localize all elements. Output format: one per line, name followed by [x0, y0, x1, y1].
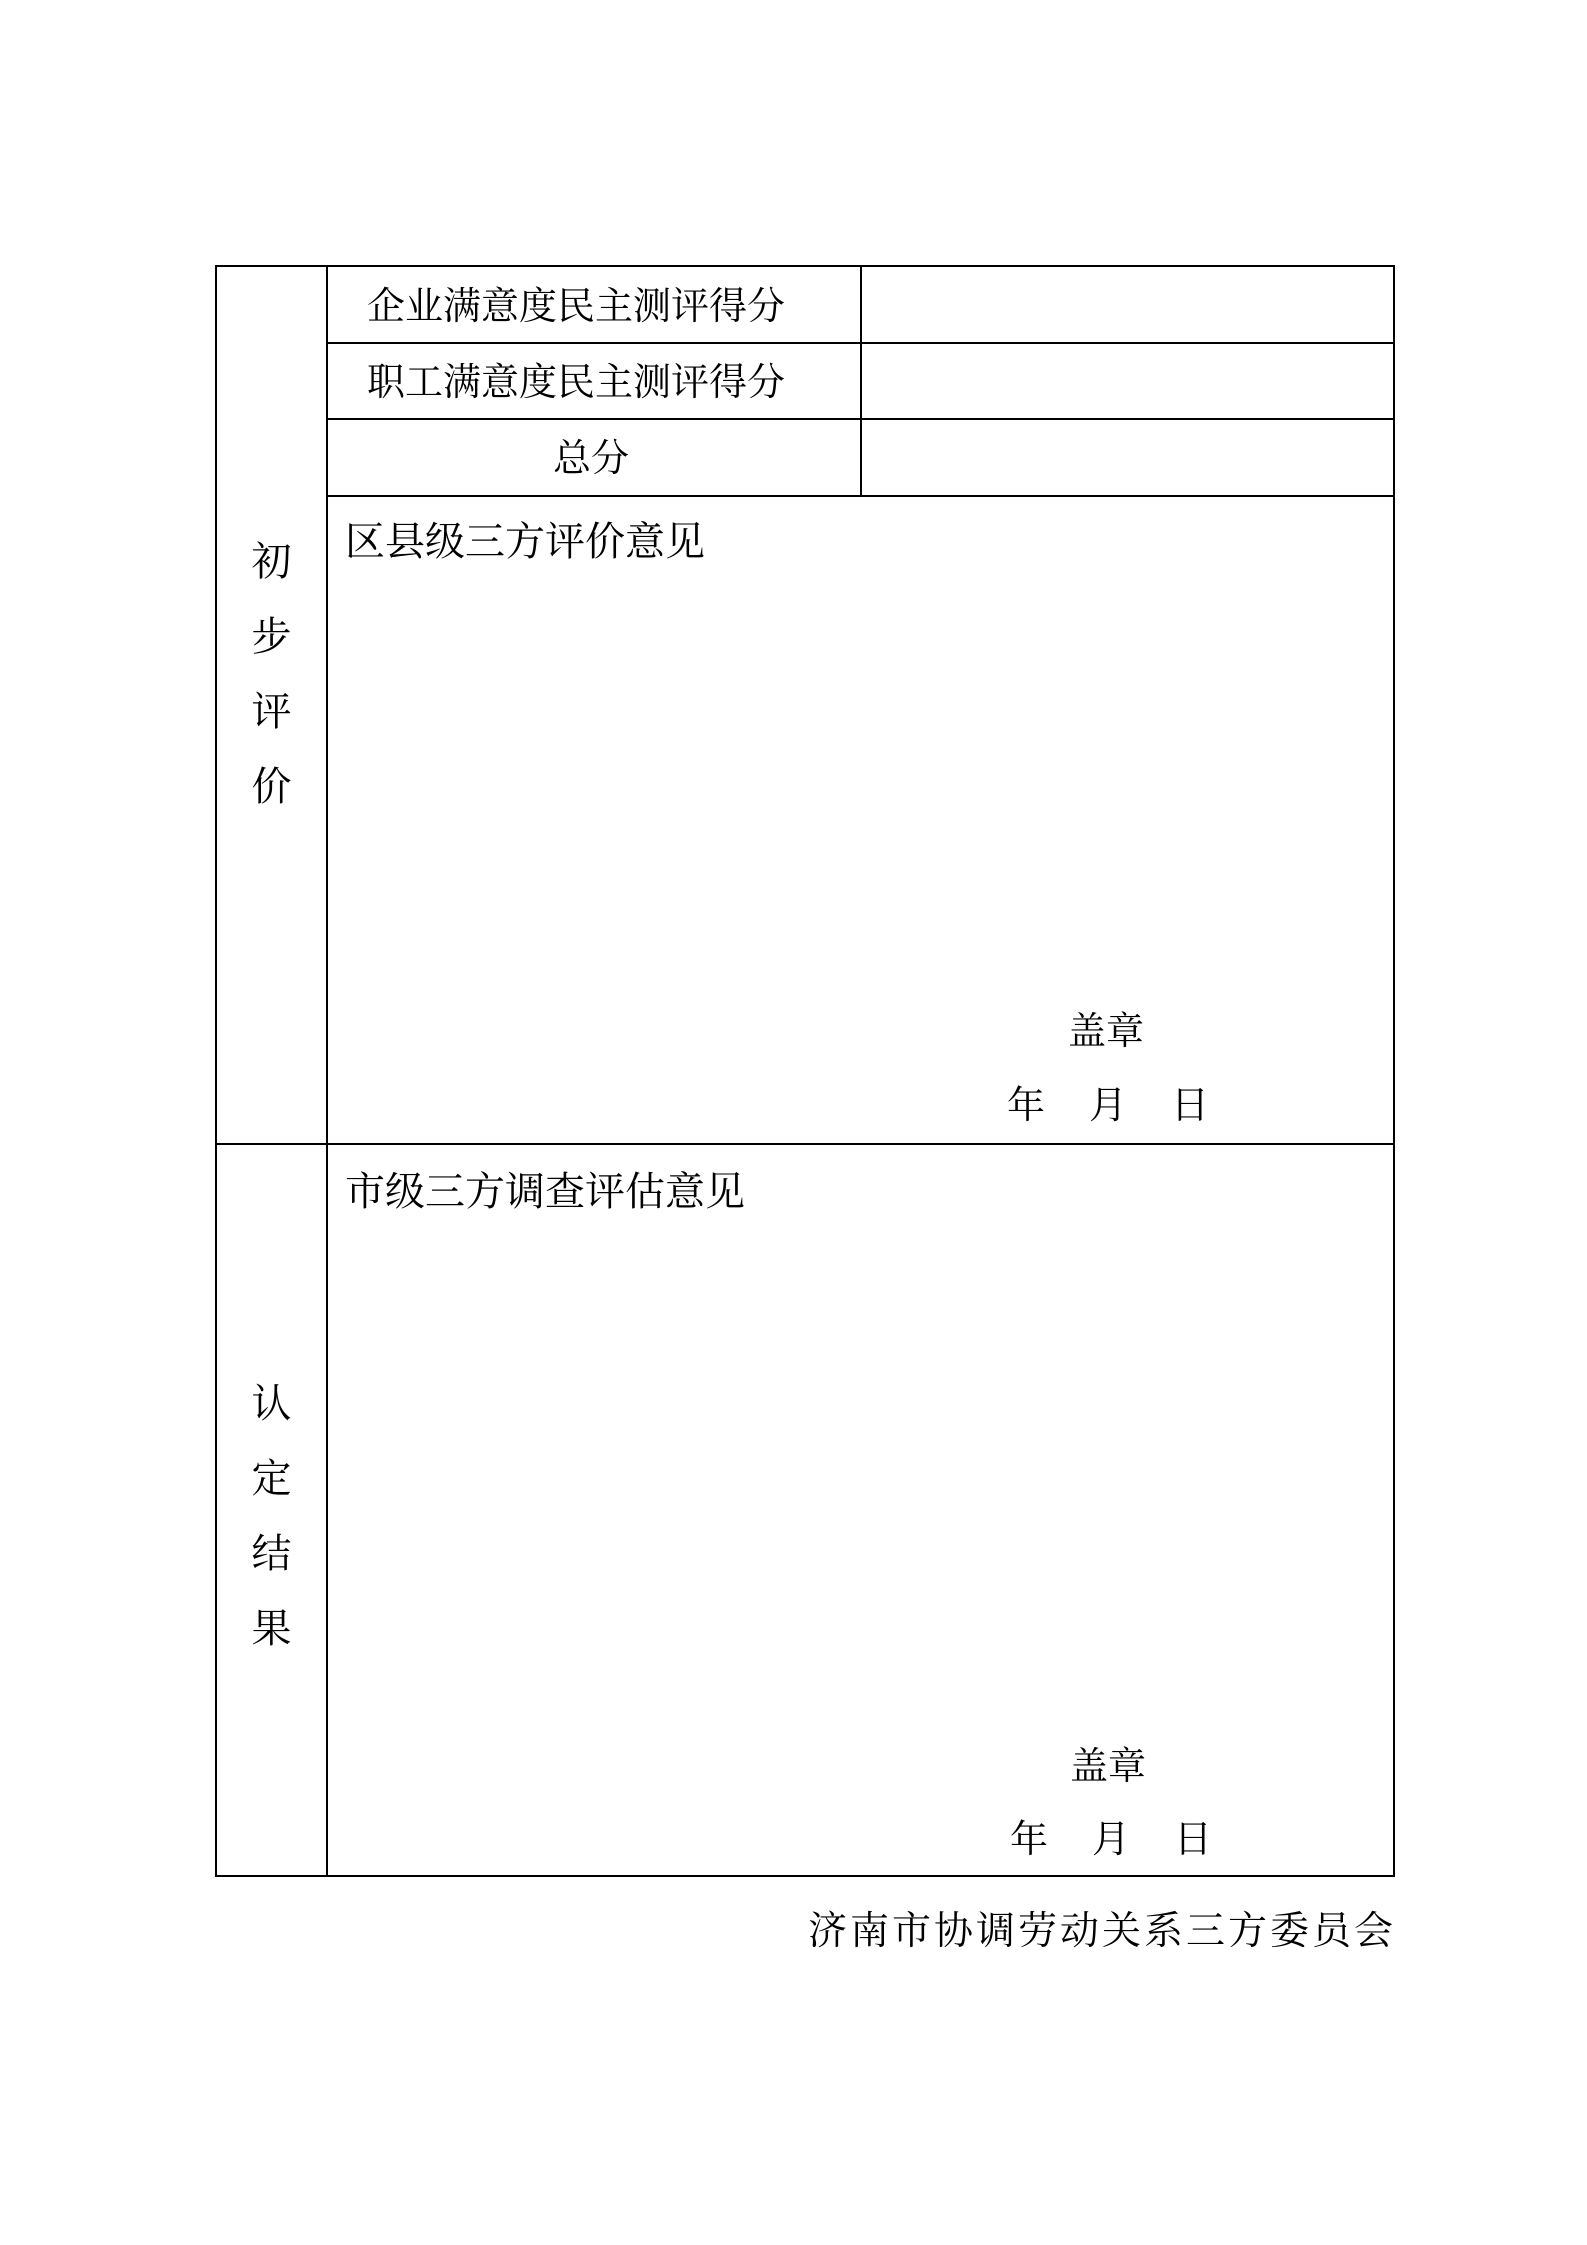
date-day-label: 日: [1174, 1817, 1213, 1861]
side-label-char: 认: [251, 1381, 292, 1427]
county-date-line: [1007, 1083, 1210, 1127]
date-day-label: 日: [1171, 1083, 1210, 1127]
side-label-char: 步: [251, 614, 292, 660]
side-label-char: 初: [251, 539, 292, 585]
date-year-label: 年: [1007, 1083, 1046, 1127]
city-stamp-label: 盖章: [1070, 1744, 1147, 1788]
section-divider: [217, 1143, 1393, 1145]
side-label-char: 结: [251, 1531, 292, 1577]
total-score-label: 总分: [553, 436, 630, 480]
county-stamp-label: 盖章: [1068, 1009, 1145, 1053]
side-label-char: 评: [251, 689, 292, 735]
county-opinion-title: 区县级三方评价意见: [345, 519, 705, 565]
left-column-divider: [326, 267, 328, 1875]
date-month-label: 月: [1089, 1083, 1128, 1127]
evaluation-form-table: [215, 265, 1395, 1877]
issuing-organization: 济南市协调劳动关系三方委员会: [808, 1909, 1397, 1954]
initial-evaluation-side-label: [217, 525, 326, 825]
score-column-divider: [860, 267, 862, 497]
side-label-char: 价: [251, 764, 292, 810]
date-month-label: 月: [1092, 1817, 1131, 1861]
enterprise-score-label: 企业满意度民主测评得分: [367, 284, 786, 328]
city-opinion-title: 市级三方调查评估意见: [345, 1169, 745, 1215]
date-year-label: 年: [1010, 1817, 1049, 1861]
city-date-line: [1010, 1817, 1213, 1861]
final-result-side-label: [217, 1367, 326, 1667]
side-label-char: 果: [251, 1606, 292, 1652]
employee-score-label: 职工满意度民主测评得分: [367, 360, 786, 404]
side-label-char: 定: [251, 1456, 292, 1502]
